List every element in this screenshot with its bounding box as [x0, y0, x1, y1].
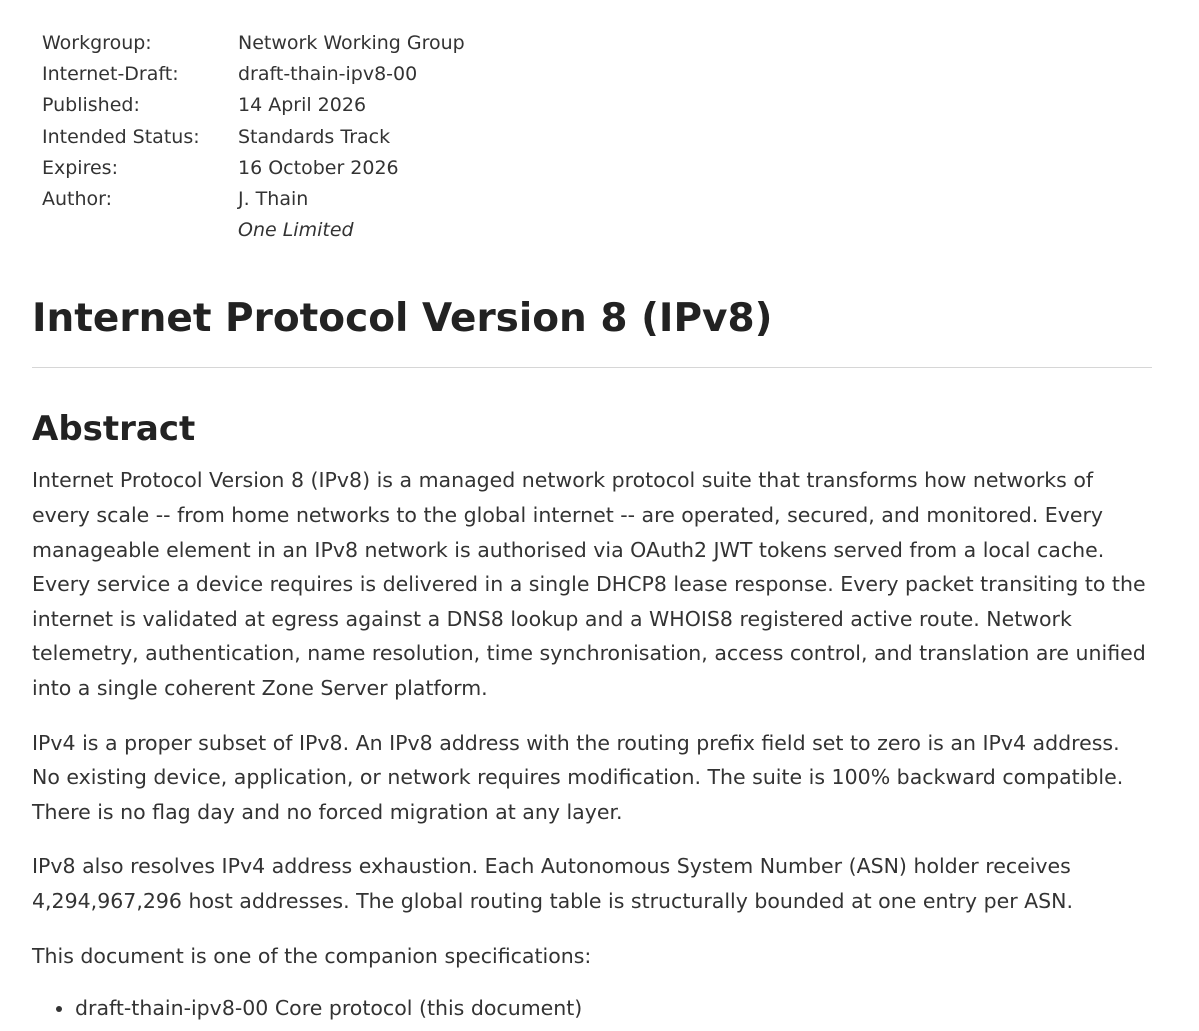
meta-key-empty: [42, 215, 238, 246]
meta-key-author: Author:: [42, 188, 113, 211]
abstract-paragraph: IPv4 is a proper subset of IPv8. An IPv8 address with the routing prefix field set to zero is an IPv4 address. No existing device, application, or network requires modification. The suite is 100% backward compatible. There is no flag day and no forced migration at any layer.: [32, 730, 1124, 824]
companion-specifications-list: [32, 991, 1152, 1026]
document-metadata: [42, 28, 1152, 246]
meta-value-published: 14 April 2026: [238, 94, 367, 117]
meta-key-published: Published:: [42, 94, 140, 117]
meta-key-workgroup: Workgroup:: [42, 32, 152, 54]
meta-key-intended-status: Intended Status:: [42, 125, 200, 148]
abstract-paragraph: This document is one of the companion specifications:: [32, 943, 592, 968]
meta-key-expires: Expires:: [42, 156, 118, 179]
meta-key-internet-draft: Internet-Draft:: [42, 63, 179, 86]
meta-value-intended-status: Standards Track: [238, 125, 391, 148]
meta-value-expires: 16 October 2026: [238, 156, 399, 179]
author-organization: One Limited: [238, 219, 354, 242]
abstract-heading: Abstract: [32, 409, 196, 450]
title-divider: [32, 367, 1152, 368]
meta-value-author: J. Thain: [238, 188, 309, 211]
meta-value-internet-draft: draft-thain-ipv8-00: [238, 63, 418, 86]
document: [32, 28, 1152, 1026]
abstract-paragraph: IPv8 also resolves IPv4 address exhaustion. Each Autonomous System Number (ASN) holder receives 4,294,967,296 host addresses. The global routing table is structurally bounded at one entry per ASN.: [32, 854, 1074, 913]
abstract-paragraph: Internet Protocol Version 8 (IPv8) is a managed network protocol suite that transforms how networks of every scale -- from home networks to the global internet -- are operated, secured, and monitored. Every manageable element in an IPv8 network is authorised via OAuth2 JWT tokens served from a local cache. Every service a device requires is delivered in a single DHCP8 lease response. Every packet transiting to the internet is validated at egress against a DNS8 lookup and a WHOIS8 registered active route. Network telemetry, authentication, name resolution, time synchronisation, access control, and translation are unified into a single coherent Zone Server platform.: [32, 468, 1146, 700]
document-title: Internet Protocol Version 8 (IPv8): [32, 296, 773, 342]
list-item: • draft-thain-ipv8-00 Core protocol (this document): [75, 991, 1152, 1026]
meta-value-workgroup: Network Working Group: [238, 32, 465, 54]
